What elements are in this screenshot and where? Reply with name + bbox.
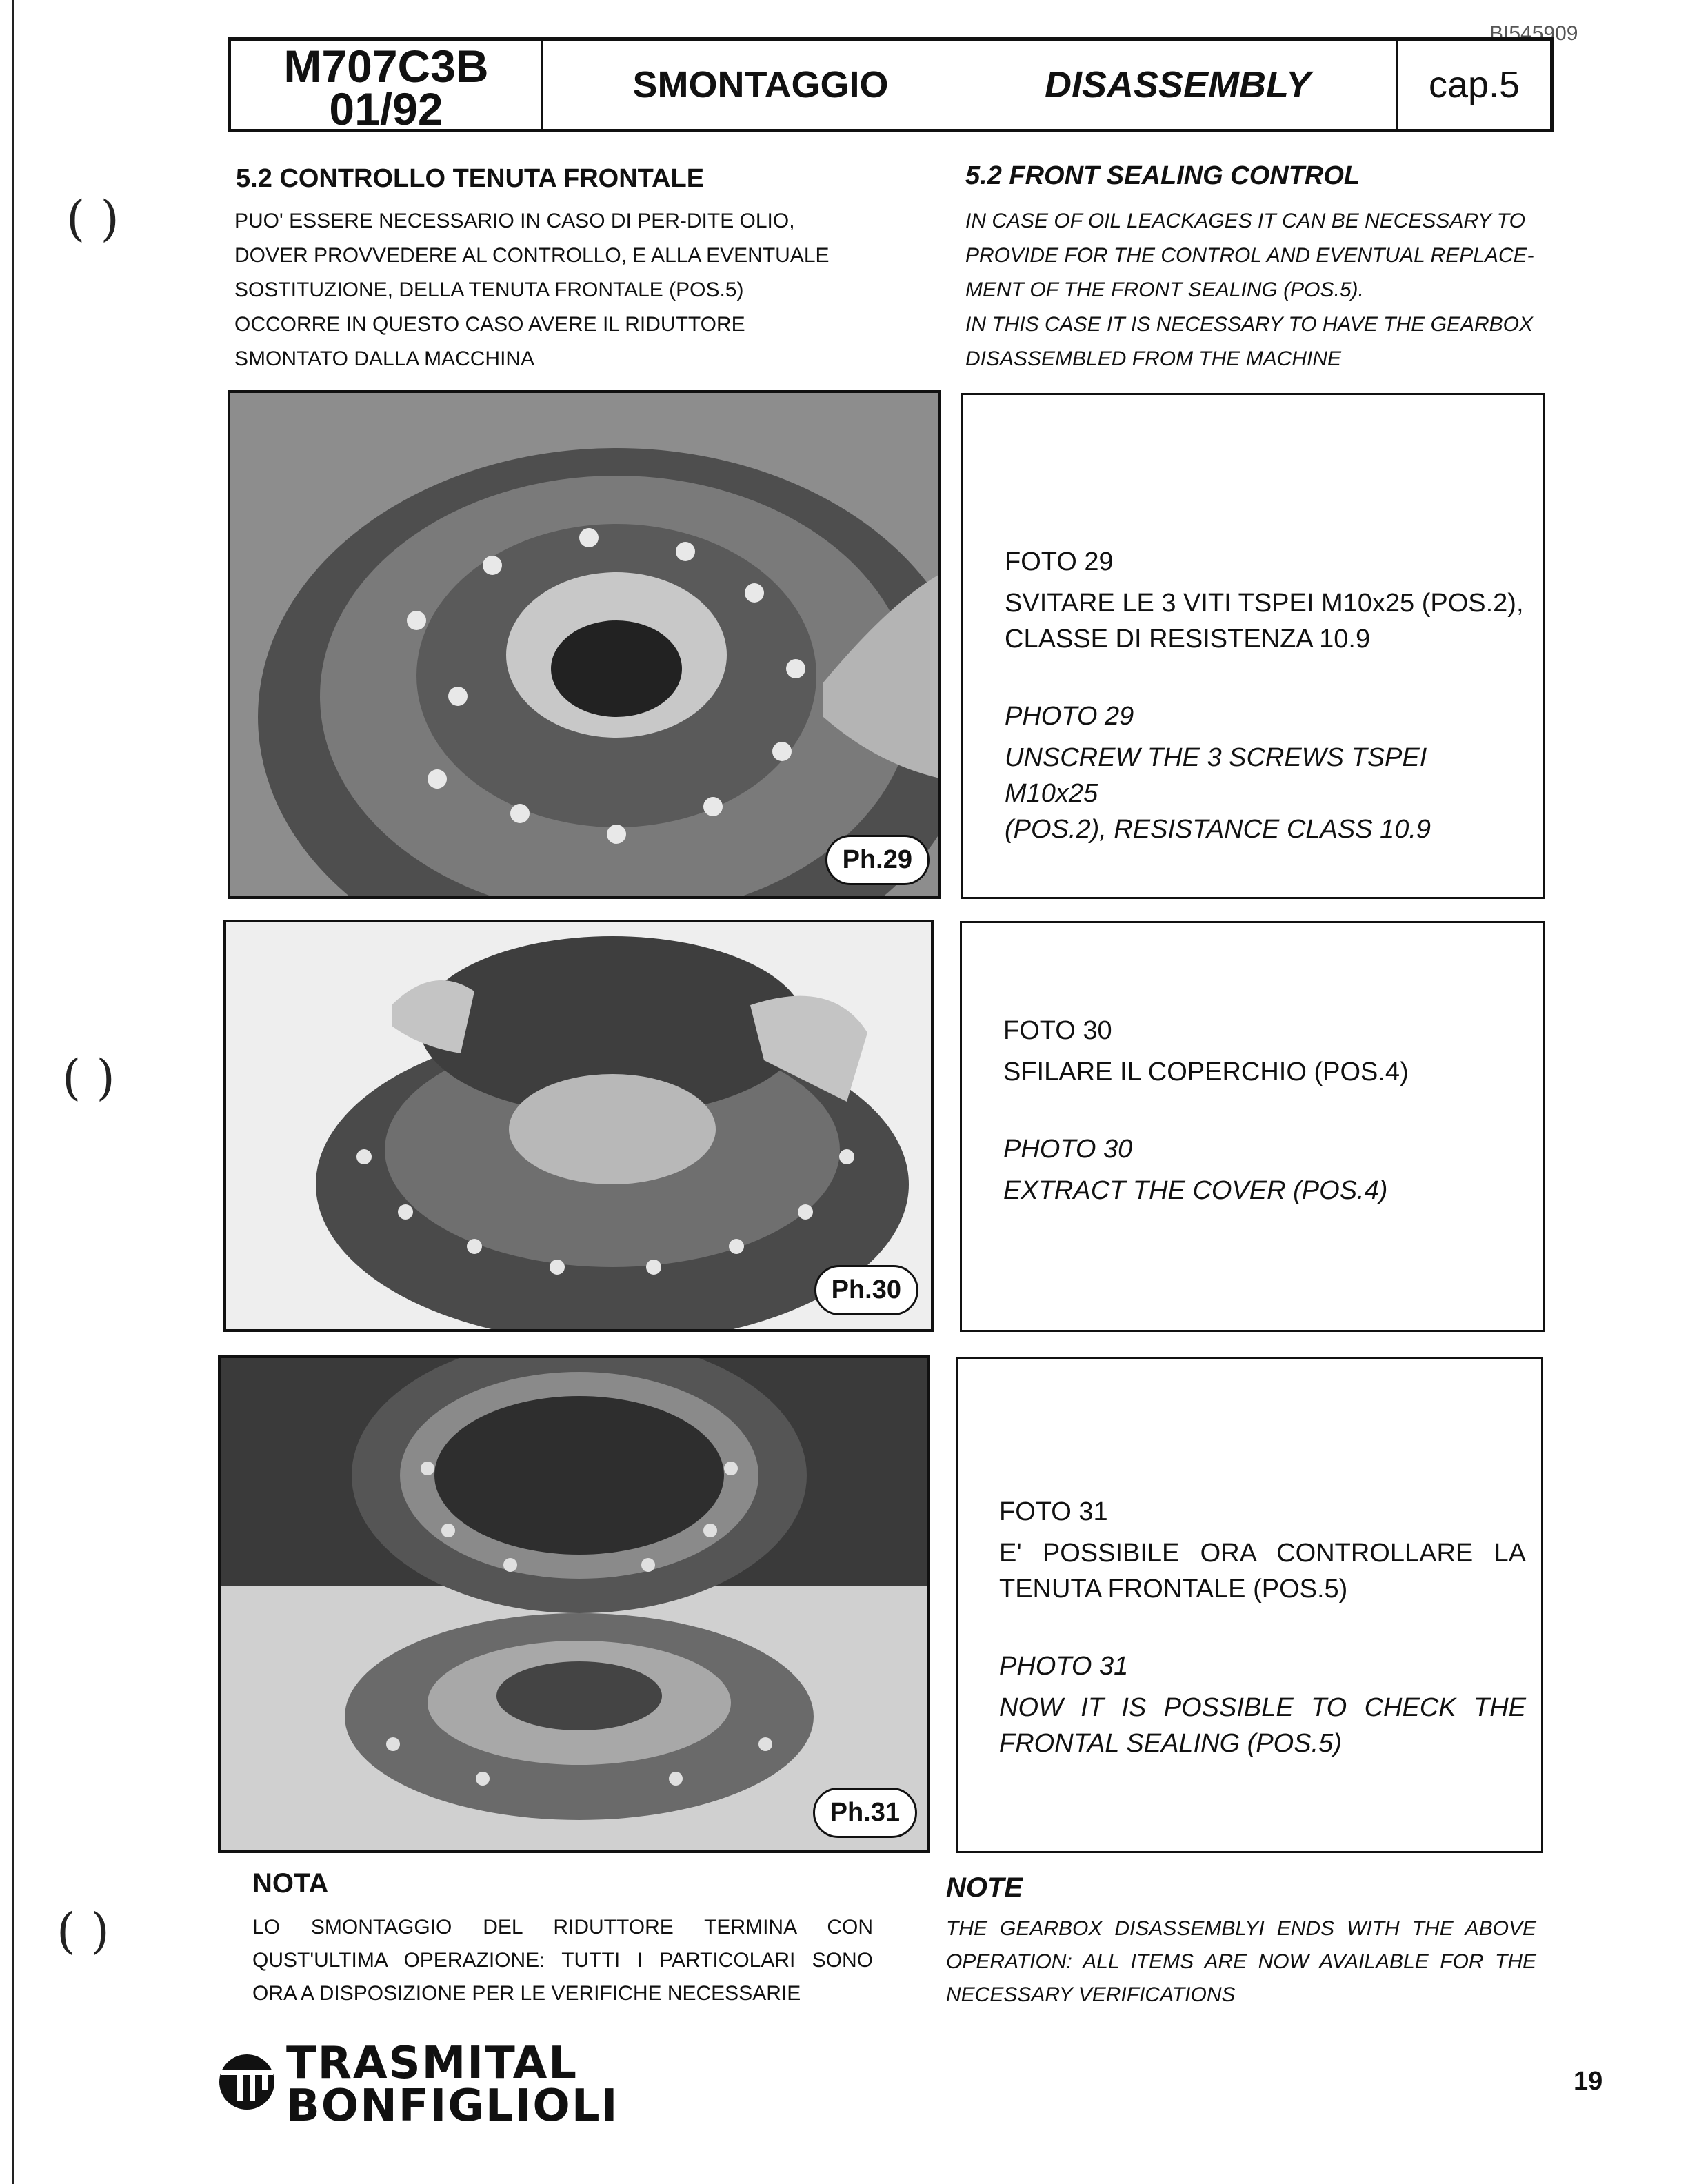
intro-line: SOSTITUZIONE, DELLA TENUTA FRONTALE (POS.5) [234,279,744,301]
caption-line-it: TENUTA FRONTALE (POS.5) [999,1575,1348,1604]
intro-line: OCCORRE IN QUESTO CASO AVERE IL RIDUTTORE [234,313,745,336]
intro-line: DOVER PROVVEDERE AL CONTROLLO, E ALLA EVENTUALE [234,244,830,267]
chapter-label: cap.5 [1428,64,1520,105]
photo-label: Ph.29 [825,835,930,885]
note-line: NECESSARY VERIFICATIONS [946,1983,1236,2006]
foto-heading: FOTO 31 [999,1497,1108,1526]
intro-text-en [965,204,1540,376]
note-line: ORA A DISPOSIZIONE PER LE VERIFICHE NECESSARIE [252,1982,801,2005]
binder-edge [12,0,14,2184]
photo-heading: PHOTO 29 [1005,702,1134,731]
caption-line-en: (POS.2), RESISTANCE CLASS 10.9 [1005,815,1431,844]
company-logo [214,2038,619,2132]
page-number: 19 [1574,2067,1603,2096]
logo-line-1: TRASMITAL [286,2038,579,2089]
trasmital-emblem-icon [214,2042,283,2118]
note-title-en: NOTE [946,1872,1023,1903]
page-header [228,37,1554,132]
caption-text [1005,544,1527,847]
binder-hole-mark: ( ) [57,1903,110,1959]
intro-text-it [234,204,878,376]
caption-box-30 [960,921,1545,1332]
header-title-it: SMONTAGGIO [632,64,889,105]
intro-line: IN CASE OF OIL LEACKAGES IT CAN BE NECESSARY TO [965,210,1525,232]
intro-line: IN THIS CASE IT IS NECESSARY TO HAVE THE GEARBOX [965,313,1533,336]
intro-line: MENT OF THE FRONT SEALING (POS.5). [965,279,1364,301]
photo-label: Ph.30 [814,1265,918,1315]
gearbox-photo-image [221,1358,930,1853]
caption-line-en: UNSCREW THE 3 SCREWS TSPEI M10x25 [1005,743,1427,808]
note-text-it [252,1911,873,2010]
caption-line-en: NOW IT IS POSSIBLE TO CHECK THE [999,1693,1526,1722]
logo-wordmark [286,2038,619,2132]
binder-hole-mark: ( ) [66,190,119,247]
caption-line-it: CLASSE DI RESISTENZA 10.9 [1005,625,1371,654]
note-text-en [946,1912,1536,2012]
binder-hole-mark: ( ) [62,1049,115,1106]
section-title-it: 5.2 CONTROLLO TENUTA FRONTALE [236,164,705,193]
intro-line: SMONTATO DALLA MACCHINA [234,347,535,370]
intro-line: PROVIDE FOR THE CONTROL AND EVENTUAL REPLACE- [965,244,1534,267]
caption-line-it: SFILARE IL COPERCHIO (POS.4) [1003,1058,1409,1086]
note-line: OPERATION: ALL ITEMS ARE NOW AVAILABLE FOR THE [946,1950,1536,1973]
caption-text [1003,1013,1527,1209]
intro-line: DISASSEMBLED FROM THE MACHINE [965,347,1342,370]
gearbox-photo-image [230,393,941,899]
logo-line-2: BONFIGLIOLI [286,2081,619,2132]
photo-label: Ph.31 [813,1788,917,1838]
issue-date: 01/92 [329,83,443,134]
note-line: THE GEARBOX DISASSEMBLYI ENDS WITH THE ABOVE [946,1917,1536,1940]
foto-heading: FOTO 29 [1005,547,1114,576]
section-title-en: 5.2 FRONT SEALING CONTROL [965,161,1360,190]
header-title-en: DISASSEMBLY [1044,64,1312,105]
caption-line-en: FRONTAL SEALING (POS.5) [999,1729,1342,1758]
caption-line-it: E' POSSIBILE ORA CONTROLLARE LA [999,1539,1526,1568]
foto-heading: FOTO 30 [1003,1016,1112,1045]
caption-box-31 [956,1357,1543,1853]
photo-heading: PHOTO 31 [999,1652,1129,1681]
caption-text [999,1494,1526,1761]
note-title-it: NOTA [252,1868,329,1899]
caption-box-29 [961,393,1545,899]
note-line: LO SMONTAGGIO DEL RIDUTTORE TERMINA CON [252,1916,873,1939]
document-code: BI545909 [1489,22,1578,45]
photo-heading: PHOTO 30 [1003,1135,1133,1164]
photo-30 [223,920,934,1332]
caption-line-it: SVITARE LE 3 VITI TSPEI M10x25 (POS.2), [1005,589,1524,618]
intro-line: PUO' ESSERE NECESSARIO IN CASO DI PER-DITE OLIO, [234,210,795,232]
photo-31 [218,1355,930,1853]
model-code: M707C3B [283,41,489,92]
photo-29 [228,390,941,899]
caption-line-en: EXTRACT THE COVER (POS.4) [1003,1176,1388,1205]
model-block [231,41,541,134]
note-line: QUST'ULTIMA OPERAZIONE: TUTTI I PARTICOLARI SONO [252,1949,873,1972]
